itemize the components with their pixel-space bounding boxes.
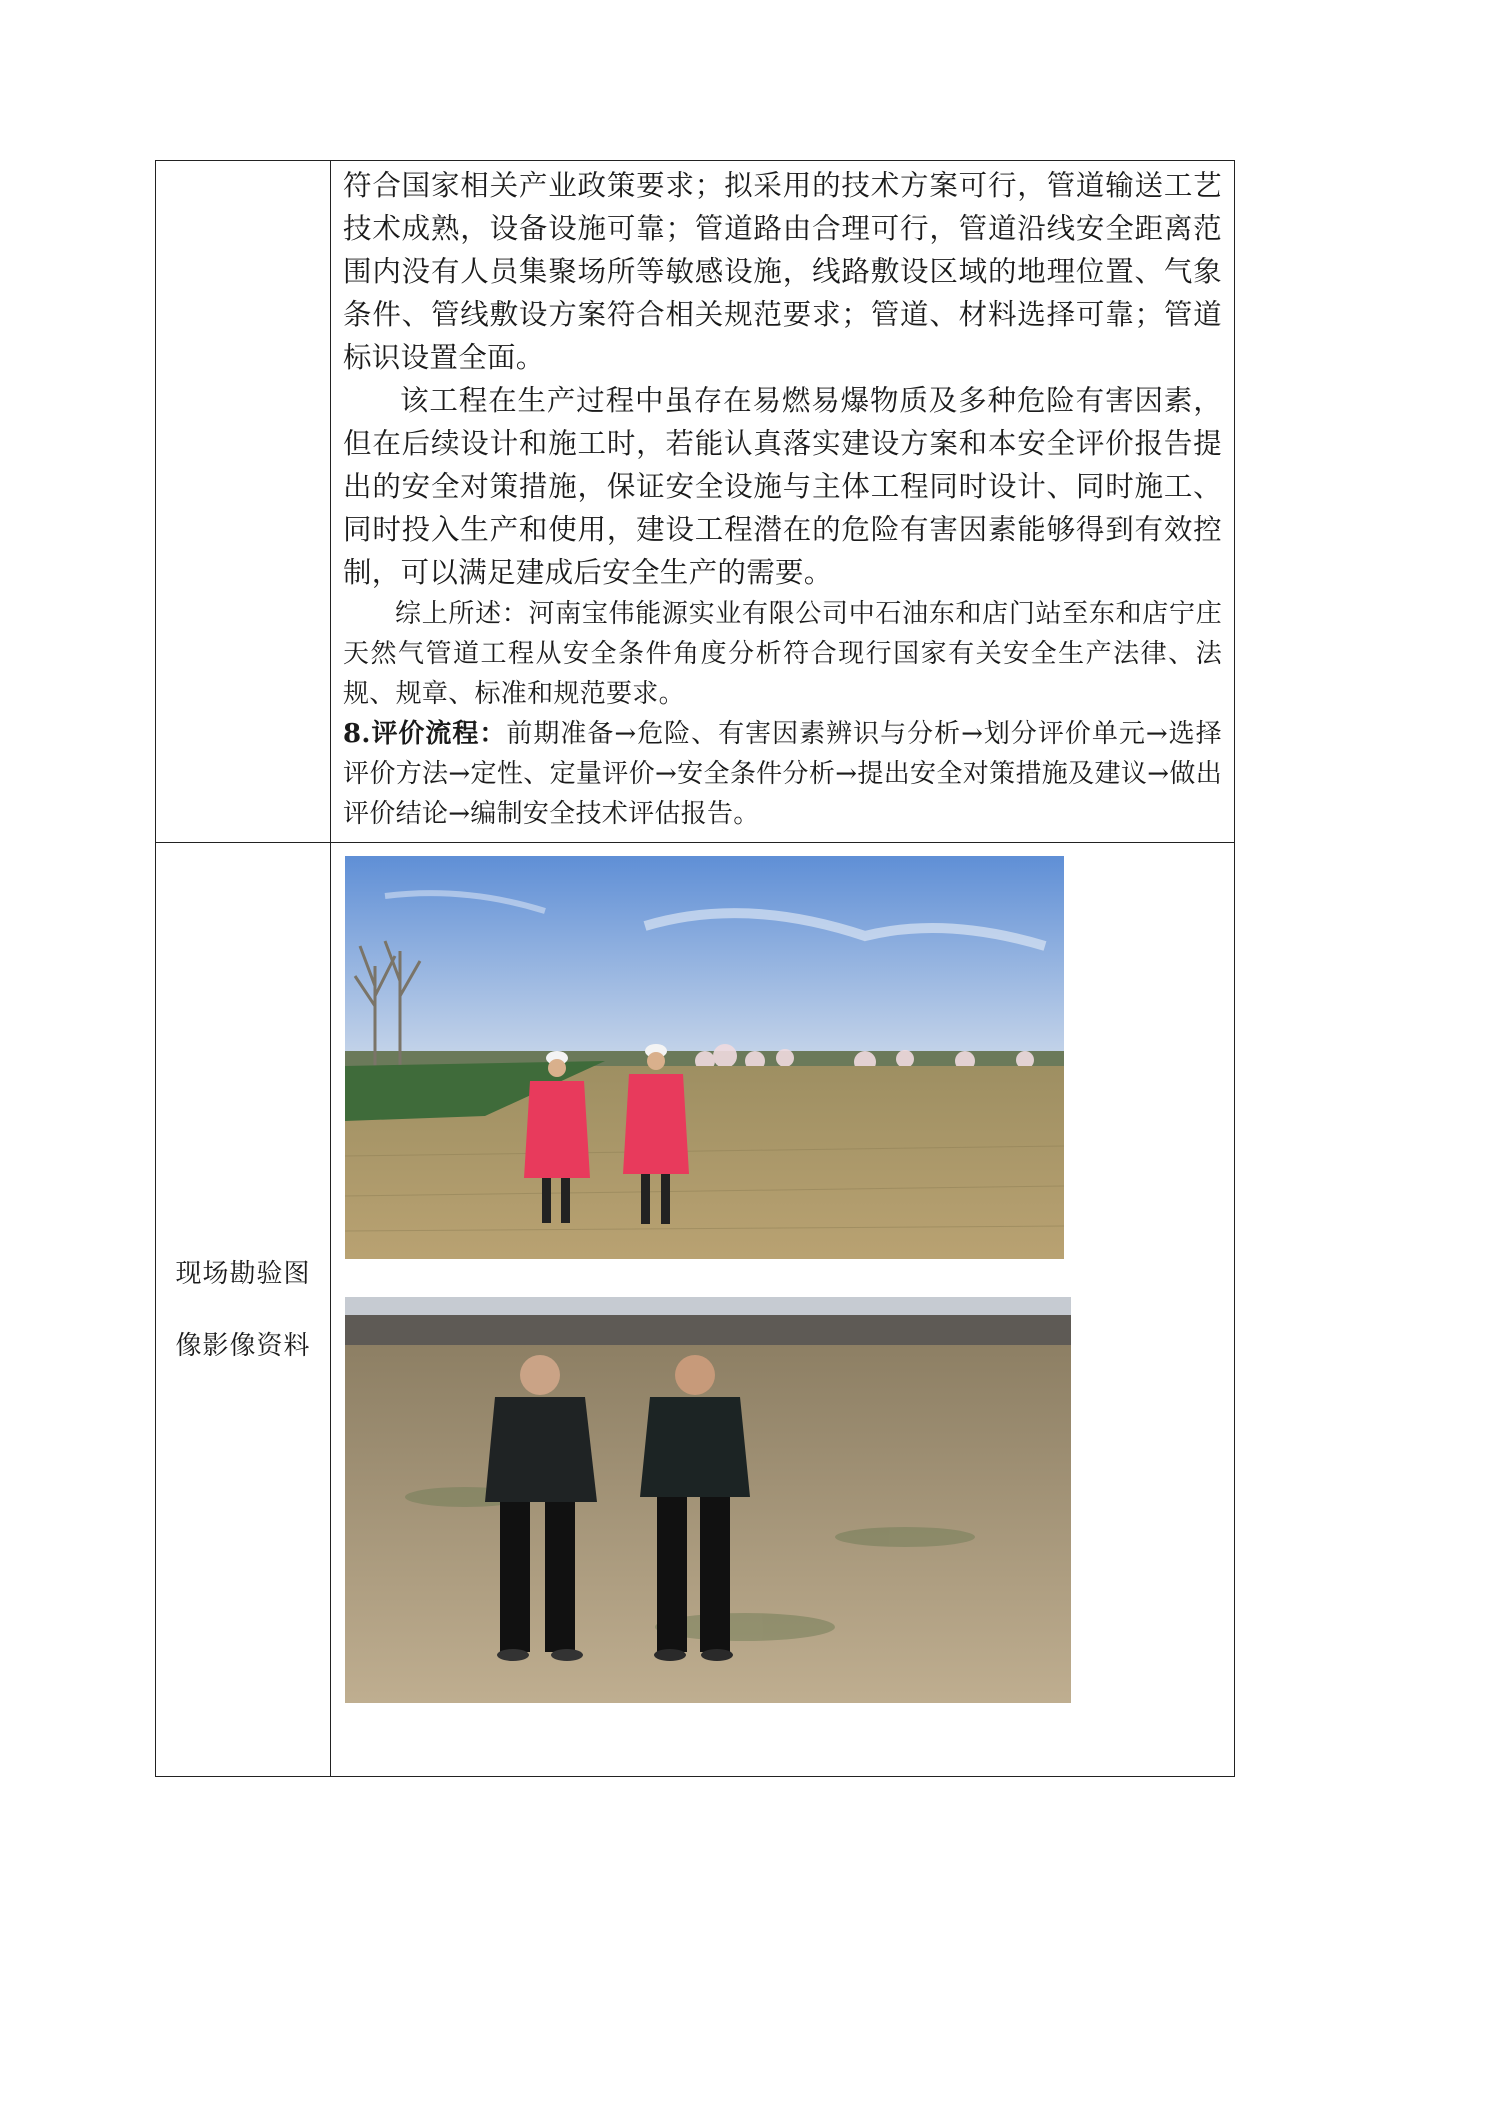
conclusion-left-cell bbox=[156, 161, 331, 843]
conclusion-paragraph-1: 符合国家相关产业政策要求；拟采用的技术方案可行，管道输送工艺技术成熟，设备设施可靠；管道路由合理可行，管道沿线安全距离范围内没有人员集聚场所等敏感设施，线路敷设区域的地理位置、气象条件、管线敷设方案符合相关规范要求；管道、材料选择可靠；管道标识设置全面。 bbox=[343, 169, 1222, 374]
site-photo-2 bbox=[345, 1297, 1071, 1703]
conclusion-row bbox=[156, 161, 1235, 843]
photos-label-line2: 像影像资料 bbox=[175, 1330, 311, 1361]
photos-cell bbox=[331, 843, 1235, 1777]
photos-container bbox=[331, 843, 1234, 1776]
conclusion-text bbox=[331, 161, 1234, 842]
conclusion-right-cell bbox=[331, 161, 1235, 843]
report-table bbox=[155, 160, 1235, 1777]
evaluation-process bbox=[343, 714, 1222, 834]
photos-label bbox=[156, 1238, 330, 1382]
photos-label-line1: 现场勘验图 bbox=[175, 1258, 311, 1289]
conclusion-paragraph-3 bbox=[343, 594, 1222, 714]
photos-row bbox=[156, 843, 1235, 1777]
site-photo-1 bbox=[345, 856, 1064, 1259]
photos-label-cell bbox=[156, 843, 331, 1777]
process-text: 前期准备→危险、有害因素辨识与分析→划分评价单元→选择评价方法→定性、定量评价→安全条件分析→提出安全对策措施及建议→做出评价结论→编制安全技术评估报告。 bbox=[343, 719, 1222, 829]
summary-text: 综上所述：河南宝伟能源实业有限公司中石油东和店门站至东和店宁庄天然气管道工程从安全条件角度分析符合现行国家有关安全生产法律、法规、规章、标准和规范要求。 bbox=[343, 599, 1222, 709]
process-label: 8.评价流程： bbox=[343, 719, 507, 749]
conclusion-paragraph-2: 该工程在生产过程中虽存在易燃易爆物质及多种危险有害因素，但在后续设计和施工时，若能认真落实建设方案和本安全评价报告提出的安全对策措施，保证安全设施与主体工程同时设计、同时施工、同时投入生产和使用，建设工程潜在的危险有害因素能够得到有效控制，可以满足建成后安全生产的需要。 bbox=[343, 384, 1222, 589]
